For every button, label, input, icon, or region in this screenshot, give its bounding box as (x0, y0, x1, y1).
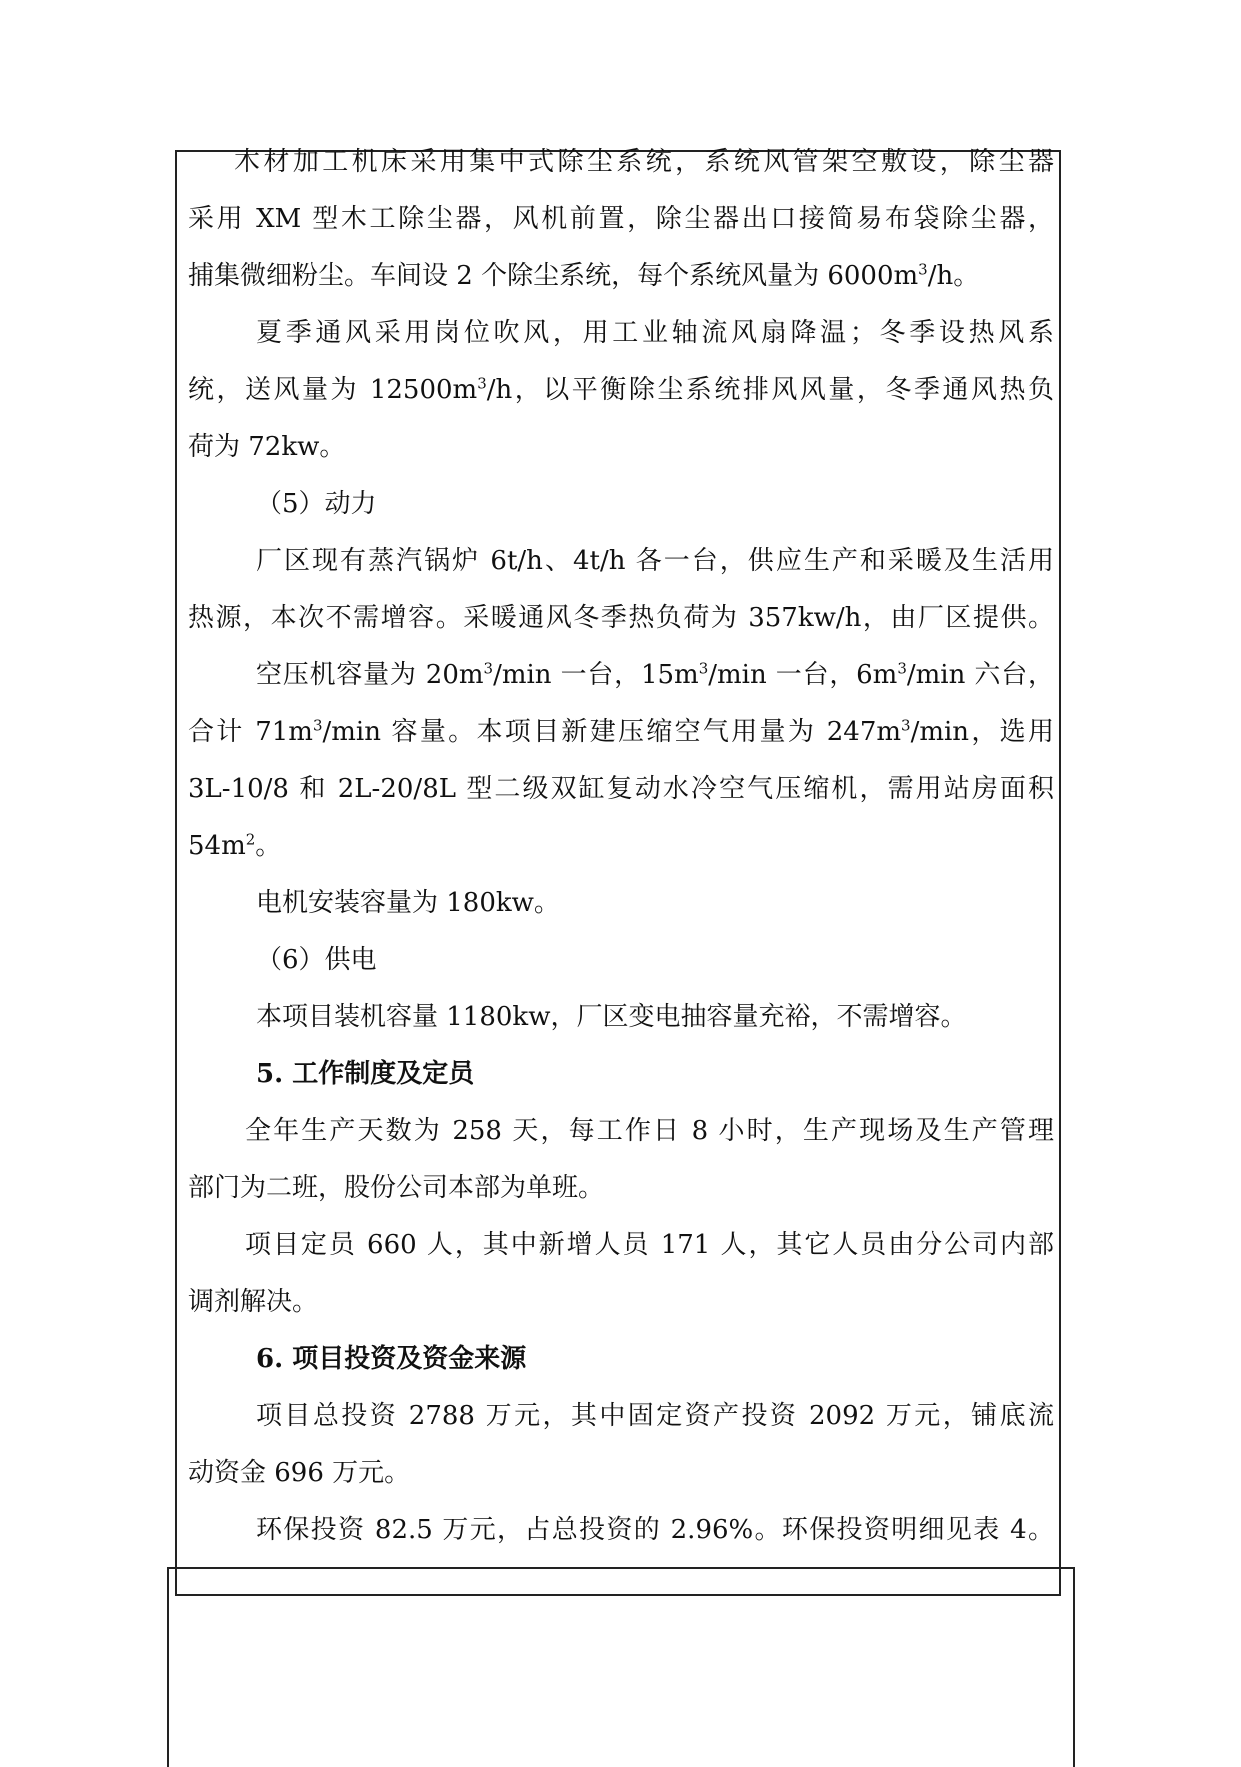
paragraph-compressor-line-2: 合计 $71m^3/\min$ 容量。本项目新建压缩空气用量为 $247m^3/\min$，选用 (188, 716, 1054, 747)
section-heading-investment: 6. 项目投资及资金来源 (256, 1344, 527, 1374)
paragraph-dust-removal-line-2: 采用 XM 型木工除尘器，风机前置，除尘器出口接简易布袋除尘器， (188, 204, 1054, 234)
paragraph-compressor-line-3: 3L-10/8 和 2L-20/8L 型二级双缸复动水冷空气压缩机，需用站房面积 (188, 774, 1054, 804)
paragraph-work-days-line-2: 部门为二班，股份公司本部为单班。 (188, 1173, 605, 1203)
paragraph-installed-capacity: 本项目装机容量 1180kw，厂区变电抽容量充裕，不需增容。 (256, 1002, 967, 1032)
paragraph-investment-line-1: 项目总投资 2788 万元，其中固定资产投资 2092 万元，铺底流 (256, 1401, 1054, 1431)
paragraph-ventilation-line-3: 荷为 72kw。 (188, 432, 346, 462)
paragraph-dust-removal-line-1: 木材加工机床采用集中式除尘系统，系统风管架空敷设，除尘器 (234, 147, 1054, 177)
main-table-frame (175, 150, 1061, 1596)
paragraph-boiler-line-1: 厂区现有蒸汽锅炉 6t/h、4t/h 各一台，供应生产和采暖及生活用 (256, 546, 1054, 576)
paragraph-staffing-line-2: 调剂解决。 (188, 1287, 319, 1317)
paragraph-staffing-line-1: 项目定员 660 人，其中新增人员 171 人，其它人员由分公司内部 (245, 1230, 1054, 1260)
paragraph-boiler-line-2: 热源，本次不需增容。采暖通风冬季热负荷为 357kw/h，由厂区提供。 (188, 603, 1054, 633)
paragraph-motor-capacity: 电机安装容量为 180kw。 (256, 888, 560, 918)
subheading-power-supply: （6）供电 (256, 945, 377, 975)
paragraph-ventilation-line-1: 夏季通风采用岗位吹风，用工业轴流风扇降温；冬季设热风系 (256, 318, 1054, 348)
paragraph-dust-removal-line-3: 捕集微细粉尘。车间设 2 个除尘系统，每个系统风量为 $6000m^3/h$。 (188, 260, 980, 291)
paragraph-investment-line-2: 动资金 696 万元。 (188, 1458, 411, 1488)
paragraph-ventilation-line-2: 统，送风量为 $12500m^3/h$，以平衡除尘系统排风风量，冬季通风热负 (188, 374, 1054, 405)
next-table-frame (167, 1567, 1075, 1767)
paragraph-compressor-line-4: $54m^2$。 (188, 830, 282, 861)
paragraph-work-days-line-1: 全年生产天数为 258 天，每工作日 8 小时，生产现场及生产管理 (245, 1116, 1054, 1146)
subheading-power: （5）动力 (256, 489, 377, 519)
paragraph-compressor-line-1: 空压机容量为 $20m^3/\min$ 一台，$15m^3/\min$ 一台，$6m^3/\min$ 六台， (256, 659, 1054, 690)
section-heading-work-system: 5. 工作制度及定员 (256, 1059, 475, 1089)
paragraph-env-investment: 环保投资 82.5 万元，占总投资的 2.96%。环保投资明细见表 4。 (256, 1515, 1054, 1545)
